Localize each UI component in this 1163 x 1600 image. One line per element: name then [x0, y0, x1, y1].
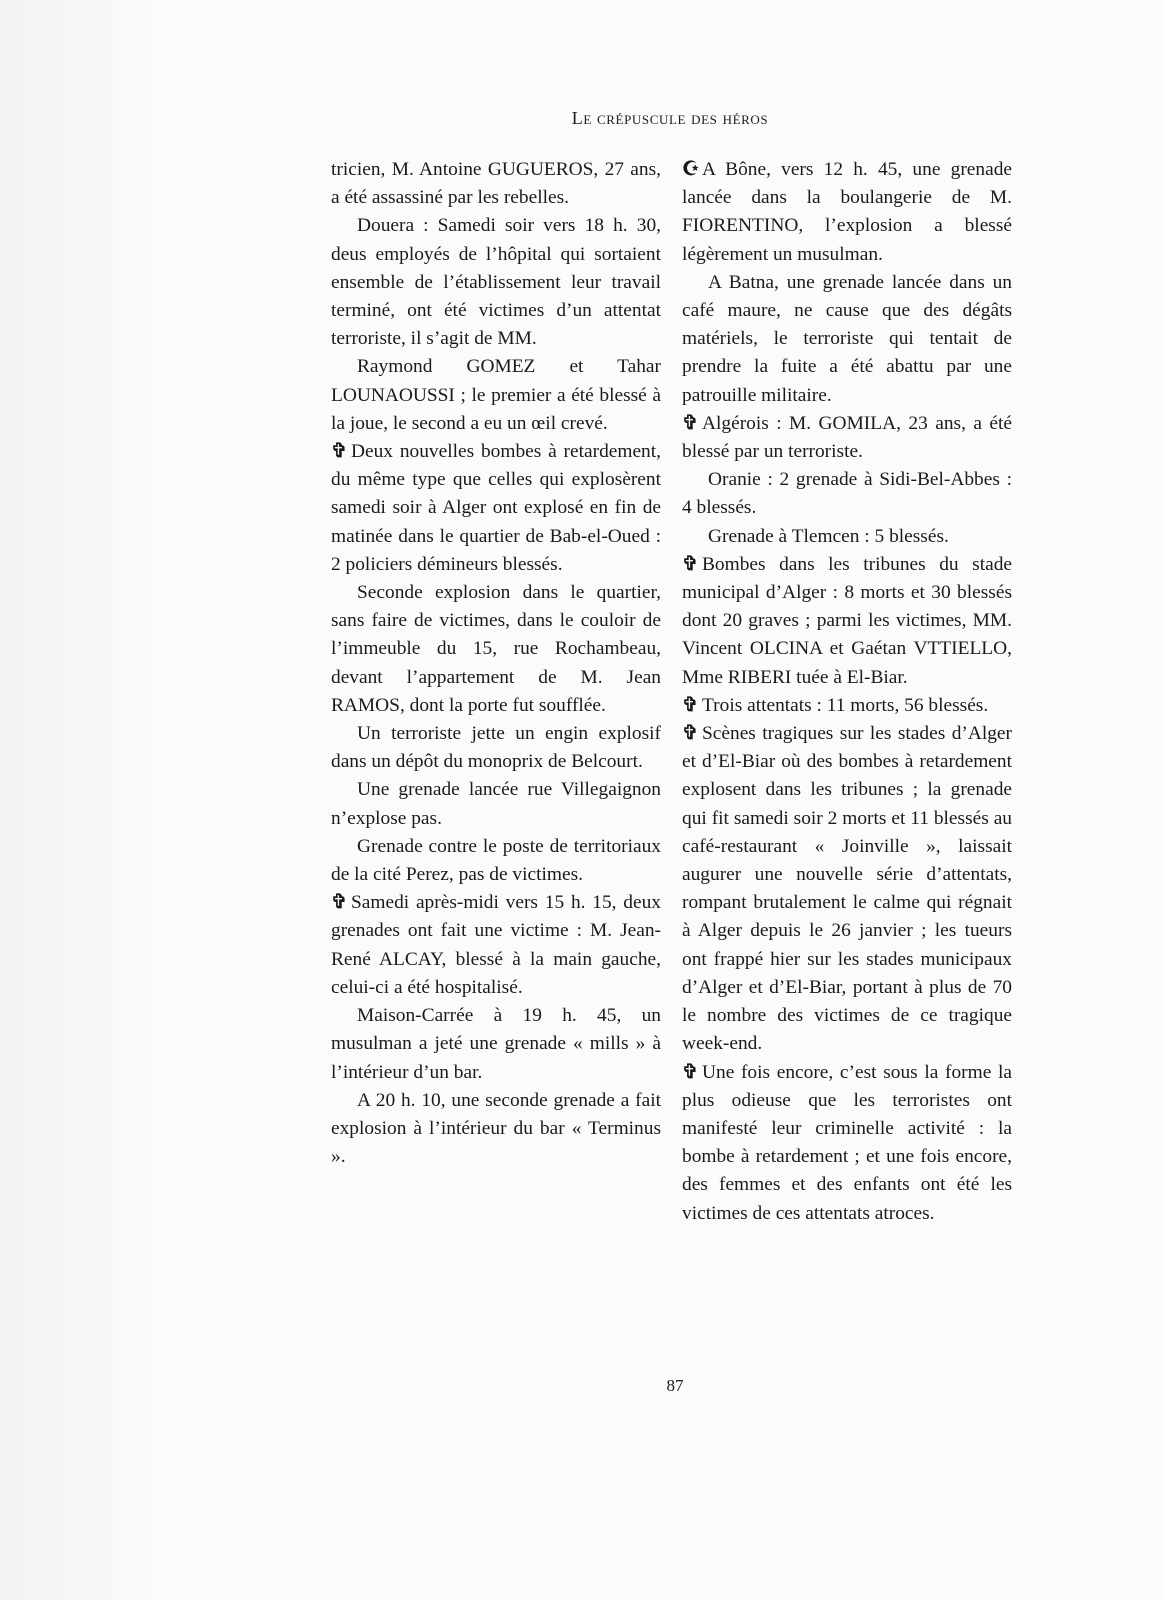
- paragraph: ☪ A Bône, vers 12 h. 45, une grenade lancée dans la boulangerie de M. FIORENTINO, l’explosion a blessé légèrement un musulman.: [682, 156, 1012, 269]
- crescent-icon: ☪: [682, 159, 700, 180]
- cross-icon: ✞: [682, 553, 699, 575]
- right-column: [682, 156, 1012, 1228]
- paragraph: Un terroriste jette un engin explosif dans un dépôt du monoprix de Belcourt.: [331, 723, 661, 773]
- paragraph: Grenade contre le poste de territoriaux de la cité Perez, pas de victimes.: [331, 835, 661, 886]
- page-shadow: [0, 0, 160, 1600]
- cross-icon: ✞: [331, 892, 348, 914]
- left-column: [331, 156, 661, 1171]
- paragraph: Seconde explosion dans le quartier, sans faire de victimes, dans le couloir de l’immeuble du 15, rue Rochambeau, devant l’appartement de M. Jean RAMOS, dont la porte fut soufflée.: [331, 582, 661, 716]
- paragraph: A Batna, une grenade lancée dans un café maure, ne cause que des dégâts matériels, le terroriste qui tentait de prendre la fuite a été abattu par une patrouille militaire.: [682, 271, 1012, 406]
- paragraph: tricien, M. Antoine GUGUEROS, 27 ans, a été assassiné par les rebelles.: [331, 159, 661, 209]
- cross-icon: ✞: [331, 441, 348, 463]
- cross-icon: ✞: [682, 412, 699, 434]
- paragraph: Maison-Carrée à 19 h. 45, un musulman a jeté une grenade « mills » à l’intérieur d’un bar.: [331, 1005, 661, 1083]
- paragraph: Raymond GOMEZ et Tahar LOUNAOUSSI ; le premier a été blessé à la joue, le second a eu un œil crevé.: [331, 356, 661, 434]
- paragraph: ✞ Bombes dans les tribunes du stade municipal d’Alger : 8 morts et 30 blessés dont 20 graves ; parmi les victimes, MM. Vincent OLCINA et Gaétan VTTIELLO, Mme RIBERI tuée à El-Biar.: [682, 551, 1012, 692]
- paragraph: ✞ Deux nouvelles bombes à retardement, du même type que celles qui explosèrent samedi soir à Alger ont explosé en fin de matinée dans le quartier de Bab-el-Oued : 2 policiers démineurs blessés.: [331, 438, 661, 579]
- paragraph: Oranie : 2 grenade à Sidi-Bel-Abbes : 4 blessés.: [682, 469, 1012, 519]
- paragraph: ✞ Trois attentats : 11 morts, 56 blessés.: [682, 692, 1012, 720]
- paragraph: Une grenade lancée rue Villegaignon n’explose pas.: [331, 779, 661, 829]
- paragraph: ✞ Algérois : M. GOMILA, 23 ans, a été blessé par un terroriste.: [682, 410, 1012, 466]
- paragraph: A 20 h. 10, une seconde grenade a fait explosion à l’intérieur du bar « Terminus ».: [331, 1089, 661, 1168]
- cross-icon: ✞: [682, 694, 699, 716]
- paragraph: Douera : Samedi soir vers 18 h. 30, deus employés de l’hôpital qui sortaient ensemble de l’établissement leur travail terminé, ont été victimes d’un attentat terroriste, il s’agit de MM.: [331, 215, 661, 350]
- paragraph: ✞ Scènes tragiques sur les stades d’Alger et d’El-Biar où des bombes à retardement explosent dans les tribunes ; la grenade qui fit samedi soir 2 morts et 11 blessés au café-restaurant « Joinville », laissait augurer une nouvelle série d’attentats, rompant brutalement le calme qui régnait à Alger depuis le 26 janvier ; les tueurs ont frappé hier sur les stades municipaux d’Alger et d’El-Biar, portant à plus de 70 le nombre des victimes de ce tragique week-end.: [682, 720, 1012, 1058]
- paragraph: ✞ Une fois encore, c’est sous la forme la plus odieuse que les terroristes ont manifesté leur criminelle activité : la bombe à retardement ; et une fois encore, des femmes et des enfants ont été les victimes de ces attentats atroces.: [682, 1059, 1012, 1228]
- paragraph: Grenade à Tlemcen : 5 blessés.: [708, 525, 949, 547]
- running-header: Le crépuscule des héros: [571, 108, 769, 128]
- cross-icon: ✞: [682, 1061, 699, 1083]
- page-number: 87: [666, 1376, 684, 1395]
- paragraph: ✞ Samedi après-midi vers 15 h. 15, deux grenades ont fait une victime : M. Jean-René ALCAY, blessé à la main gauche, celui-ci a été hospitalisé.: [331, 889, 661, 1002]
- cross-icon: ✞: [682, 723, 699, 745]
